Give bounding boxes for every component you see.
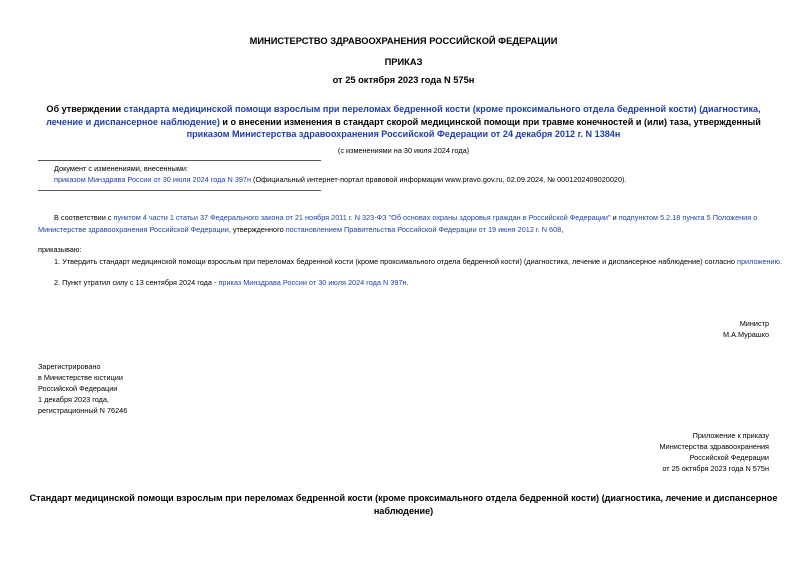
order-item-1-text: 1. Утвердить стандарт медицинской помощи взрослым при переломах бедренной кости (кроме проксимального отдела бедренной кости) (диагностика, лечение и диспансерное наблюдение) согласно [54, 257, 738, 266]
signature-name: М.А.Мурашко [722, 330, 769, 339]
registration-line-5: регистрационный N 76246 [38, 406, 128, 415]
document-title [0, 103, 807, 141]
orders-word: приказываю: [38, 245, 82, 254]
signature-block [723, 318, 769, 340]
doc-date-number: от 25 октября 2023 года N 575н [332, 75, 475, 85]
preamble-text-b: и [610, 213, 619, 222]
changes-label: Документ с изменениями, внесенными: [54, 164, 188, 173]
preamble-text-c: , утвержденного [228, 225, 286, 234]
preamble-link-decree-608[interactable]: постановлением Правительства Российской Федерации от 19 июня 2012 г. N 608 [285, 225, 562, 234]
changes-top-divider [38, 160, 321, 161]
order-item-1 [54, 256, 782, 267]
title-link-order-1384n[interactable]: приказом Министерства здравоохранения Российской Федерации от 24 декабря 2012 г. N 1384н [186, 129, 621, 139]
changes-bottom-divider [38, 190, 321, 191]
preamble-paragraph [38, 212, 772, 236]
registration-line-4: 1 декабря 2023 года, [38, 395, 109, 404]
changes-entry [54, 174, 626, 185]
appendix-block [660, 430, 769, 474]
title-link-standard-cont[interactable]: лечение и диспансерное наблюдение) [46, 116, 220, 127]
appendix-line-4: от 25 октября 2023 года N 575н [662, 464, 769, 473]
preamble-link-subpoint[interactable]: подпунктом 5.2.18 пункта 5 Положения о [618, 213, 758, 222]
changes-link-397n[interactable]: приказом Минздрава России от 30 июля 2024 года N 397н [54, 175, 252, 184]
title-text-2: и о внесении изменения в стандарт скорой медицинской помощи при травме конечностей и (или) таза, утвержденный [219, 116, 761, 127]
registration-line-3: Российской Федерации [38, 384, 118, 393]
preamble-text-d: , [561, 225, 564, 234]
changes-source-text: (Официальный интернет-портал правовой информации www.pravo.gov.ru, 02.09.2024, № 0001202409020020). [251, 175, 627, 184]
appendix-line-2: Министерства здравоохранения [659, 442, 769, 451]
order-item-2-text: 2. Пункт утратил силу с 13 сентября 2024 года - [54, 278, 219, 287]
preamble-link-323fz[interactable]: пунктом 4 части 1 статьи 37 Федерального закона от 21 ноября 2011 г. N 323-ФЗ "Об основах охраны здоровья граждан в Российской Федерации" [113, 213, 611, 222]
standard-title [0, 492, 807, 517]
preamble-text-a: В соответствии с [54, 213, 114, 222]
title-text-1: Об утверждении [46, 104, 124, 114]
order-item-2 [54, 277, 409, 288]
appendix-line-3: Российской Федерации [689, 453, 769, 462]
order-item-1-end: . [779, 257, 782, 266]
appendix-line-1: Приложение к приказу [692, 431, 769, 440]
standard-title-line-2: наблюдение) [373, 505, 434, 516]
signature-position: Министр [739, 319, 769, 328]
registration-block [38, 361, 127, 416]
order-item-2-end: . [406, 278, 409, 287]
ministry-heading: МИНИСТЕРСТВО ЗДРАВООХРАНЕНИЯ РОССИЙСКОЙ ФЕДЕРАЦИИ [249, 36, 558, 46]
amendment-note: (с изменениями на 30 июля 2024 года) [337, 146, 470, 155]
standard-title-line-1: Стандарт медицинской помощи взрослым при переломах бедренной кости (кроме проксимального отдела бедренной кости) (диагностика, лечение и диспансерное [29, 493, 778, 503]
preamble-link-ministry-regulation[interactable]: Министерстве здравоохранения Российской Федерации [38, 225, 229, 234]
order-item-1-link-appendix[interactable]: приложению [737, 257, 780, 266]
order-item-2-link-397n[interactable]: приказ Минздрава России от 30 июля 2024 года N 397н [218, 278, 407, 287]
title-link-standard[interactable]: стандарта медицинской помощи взрослым при переломах бедренной кости (кроме проксимального отдела бедренной кости) (диагностика, [123, 104, 761, 114]
registration-line-1: Зарегистрировано [38, 362, 101, 371]
registration-line-2: в Министерстве юстиции [38, 373, 123, 382]
doc-type-heading: ПРИКАЗ [384, 57, 423, 67]
